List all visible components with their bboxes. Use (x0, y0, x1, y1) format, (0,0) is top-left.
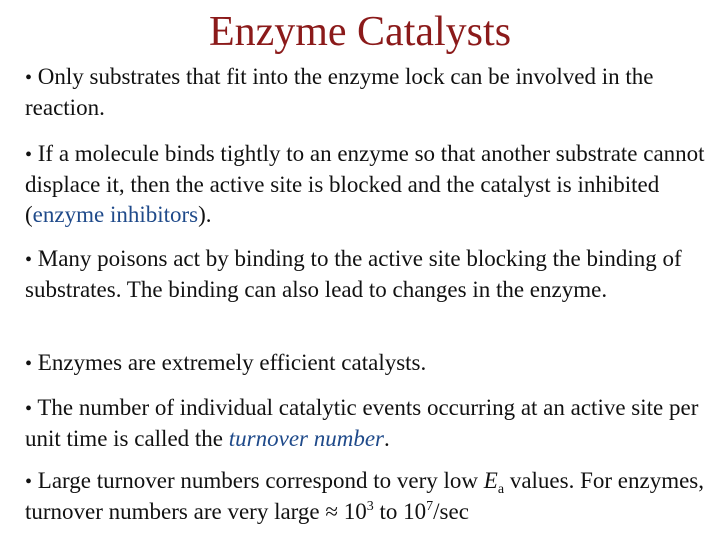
bullet-item-2 (25, 139, 705, 230)
bullet-text: to 10 (373, 499, 427, 524)
bullet-marker: • (25, 67, 33, 89)
bullet-item-1 (25, 62, 705, 123)
bullet-marker: • (25, 144, 33, 166)
bullet-item-3 (25, 244, 705, 305)
bullet-item-6 (25, 466, 705, 527)
bullet-text-end: . (384, 426, 390, 451)
bullet-text: Many poisons act by binding to the active site blocking the binding of substrates. The binding can also lead to changes in the enzyme. (25, 246, 682, 302)
exponent-3: 3 (366, 499, 374, 514)
bullet-marker: • (25, 398, 33, 420)
bullet-text: Large turnover numbers correspond to very low (37, 468, 484, 493)
bullet-item-4 (25, 348, 426, 379)
bullet-text: If a molecule binds tightly to an enzyme so that another substrate cannot displace it, then the active site is blocked and the catalyst is inhibited ( (25, 141, 705, 227)
bullet-text: Enzymes are extremely efficient catalysts. (37, 350, 427, 375)
bullet-marker: • (25, 249, 33, 271)
bullet-marker: • (25, 471, 33, 493)
bullet-text-end: ). (198, 202, 212, 227)
bullet-text: /sec (433, 499, 469, 524)
variable-e: E (483, 468, 498, 493)
bullet-text: Only substrates that fit into the enzyme lock can be involved in the reaction. (25, 64, 654, 120)
bullet-text: values. For enzymes, turnover numbers are very large ≈ 10 (25, 468, 705, 524)
slide-title: Enzyme Catalysts (208, 9, 512, 55)
highlight-term-turnover-number: turnover number (228, 426, 384, 451)
highlight-term-enzyme-inhibitors: enzyme inhibitors (32, 202, 199, 227)
bullet-text: The number of individual catalytic events occurring at an active site per unit time is called the (25, 395, 699, 451)
exponent-7: 7 (426, 499, 434, 514)
bullet-item-5 (25, 393, 705, 454)
bullet-marker: • (25, 353, 33, 375)
subscript-a: a (497, 482, 505, 497)
